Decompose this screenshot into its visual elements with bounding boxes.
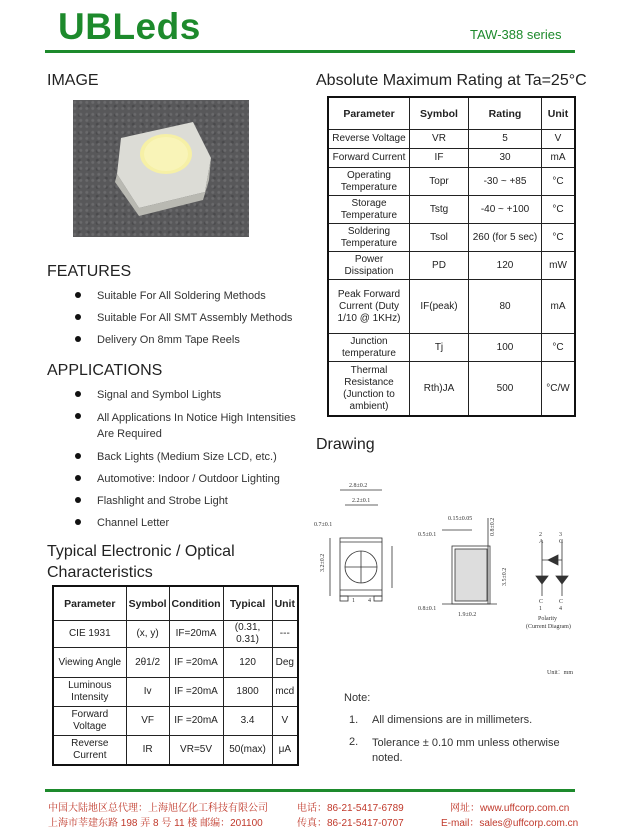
table-cell: °C xyxy=(542,224,575,252)
table-cell: 260 (for 5 sec) xyxy=(469,224,542,252)
table-cell: 50(max) xyxy=(223,736,272,765)
table-cell: 5 xyxy=(469,130,542,149)
table-cell: Forward Voltage xyxy=(54,707,127,736)
list-item: Flashlight and Strobe Light xyxy=(48,494,308,508)
polarity-label: Polarity xyxy=(538,616,557,622)
dim-label: 0.5±0.1 xyxy=(418,532,437,538)
table-row xyxy=(54,648,298,678)
list-item: Channel Letter xyxy=(48,516,308,530)
footer-fax: 传真：86-21-5417-0707 xyxy=(297,818,404,829)
header-divider xyxy=(45,50,575,53)
pin-number: 4 xyxy=(368,598,371,604)
column-header: Symbol xyxy=(410,98,469,130)
table-row xyxy=(329,280,575,334)
image-heading: IMAGE xyxy=(47,72,99,89)
table-row xyxy=(329,334,575,362)
table-cell: Viewing Angle xyxy=(54,648,127,678)
table-cell: Iv xyxy=(126,678,169,707)
table-cell: Tstg xyxy=(410,196,469,224)
footer-website: 网址：www.uffcorp.com.cn xyxy=(450,803,570,814)
table-cell: 100 xyxy=(469,334,542,362)
table-cell: 80 xyxy=(469,280,542,334)
led-photo xyxy=(73,100,249,237)
table-cell: mA xyxy=(542,280,575,334)
pin-label: A xyxy=(539,539,544,545)
table-cell: mcd xyxy=(272,678,297,707)
table-cell: Rth)JA xyxy=(410,362,469,416)
features-list xyxy=(48,289,308,347)
table-cell: IF =20mA xyxy=(169,648,223,678)
table-cell: 2θ1/2 xyxy=(126,648,169,678)
dim-label: 2.2±0.1 xyxy=(352,498,371,504)
table-cell: Tj xyxy=(410,334,469,362)
applications-list xyxy=(48,388,308,530)
table-row xyxy=(329,224,575,252)
table-cell: IF =20mA xyxy=(169,707,223,736)
table-cell: IR xyxy=(126,736,169,765)
footer-email: E-mail：sales@uffcorp.com.cn xyxy=(441,818,579,829)
table-cell: °C xyxy=(542,196,575,224)
dim-label: 0.8±0.2 xyxy=(490,517,496,536)
table-cell: (x, y) xyxy=(126,621,169,648)
table-cell: 120 xyxy=(223,648,272,678)
table-cell: Soldering Temperature xyxy=(329,224,410,252)
table-cell: mA xyxy=(542,149,575,168)
pin-label: 4 xyxy=(559,606,562,612)
features-heading: FEATURES xyxy=(47,263,132,280)
column-header: Parameter xyxy=(54,587,127,621)
table-row xyxy=(329,252,575,280)
led-photo-svg xyxy=(73,100,249,237)
table-cell: IF=20mA xyxy=(169,621,223,648)
polarity-sub-label: (Current Diagram) xyxy=(526,624,571,630)
note-heading: Note: xyxy=(344,692,371,704)
table-cell: 3.4 xyxy=(223,707,272,736)
table-row xyxy=(329,196,575,224)
table-cell: IF(peak) xyxy=(410,280,469,334)
dim-label: 0.15±0.05 xyxy=(448,516,473,522)
list-item: All Applications In Notice High Intensities Are Required xyxy=(48,410,302,442)
table-cell: 1800 xyxy=(223,678,272,707)
pin-label: 2 xyxy=(539,532,542,538)
table-cell: VR xyxy=(410,130,469,149)
table-cell: Peak Forward Current (Duty 1/10 @ 1KHz) xyxy=(329,280,410,334)
table-cell: °C/W xyxy=(542,362,575,416)
drawing-heading: Drawing xyxy=(316,436,375,453)
table-cell: Luminous Intensity xyxy=(54,678,127,707)
table-cell: CIE 1931 xyxy=(54,621,127,648)
table-cell: Thermal Resistance (Junction to ambient) xyxy=(329,362,410,416)
column-header: Symbol xyxy=(126,587,169,621)
table-row xyxy=(54,621,298,648)
dim-label: 0.8±0.1 xyxy=(418,606,437,612)
list-item: Back Lights (Medium Size LCD, etc.) xyxy=(48,450,308,464)
footer-divider xyxy=(45,789,575,792)
footer-address: 上海市莘建东路 198 弄 8 号 11 楼 邮编：201100 xyxy=(48,818,263,829)
table-cell: Deg xyxy=(272,648,297,678)
table-cell: °C xyxy=(542,168,575,196)
table-cell: (0.31, 0.31) xyxy=(223,621,272,648)
pin-label: C xyxy=(539,599,544,605)
pin-label: 1 xyxy=(539,606,542,612)
table-cell: Reverse Current xyxy=(54,736,127,765)
table-cell: IF xyxy=(410,149,469,168)
table-row xyxy=(329,362,575,416)
table-cell: -40 ~ +100 xyxy=(469,196,542,224)
table-cell: Reverse Voltage xyxy=(329,130,410,149)
footer-company: 中国大陆地区总代理：上海旭亿化工科技有限公司 xyxy=(48,803,268,814)
ratings-heading: Absolute Maximum Rating at Ta=25°C xyxy=(316,72,587,89)
dimension-drawing xyxy=(312,476,590,686)
table-cell: °C xyxy=(542,334,575,362)
note-number: 2. xyxy=(349,736,359,748)
table-cell: Power Dissipation xyxy=(329,252,410,280)
column-header: Unit xyxy=(272,587,297,621)
optical-table xyxy=(53,586,298,765)
table-cell: 120 xyxy=(469,252,542,280)
table-cell: Operating Temperature xyxy=(329,168,410,196)
table-cell: VF xyxy=(126,707,169,736)
table-cell: 500 xyxy=(469,362,542,416)
pin-label: 3 xyxy=(559,532,562,538)
table-cell: -30 ~ +85 xyxy=(469,168,542,196)
table-cell: Tsol xyxy=(410,224,469,252)
table-cell: IF =20mA xyxy=(169,678,223,707)
table-cell: --- xyxy=(272,621,297,648)
table-cell: mW xyxy=(542,252,575,280)
table-cell: V xyxy=(542,130,575,149)
dim-label: 1.9±0.2 xyxy=(458,612,477,618)
dim-label: 0.7±0.1 xyxy=(314,522,333,528)
table-cell: 30 xyxy=(469,149,542,168)
column-header: Typical xyxy=(223,587,272,621)
applications-heading: APPLICATIONS xyxy=(47,362,163,379)
series-label: TAW-388 series xyxy=(470,27,562,42)
list-item: Delivery On 8mm Tape Reels xyxy=(48,333,308,347)
table-row xyxy=(54,678,298,707)
dim-label: 3.2±0.2 xyxy=(320,553,326,572)
dim-label: 2.8±0.2 xyxy=(349,483,368,489)
table-cell: Storage Temperature xyxy=(329,196,410,224)
table-cell: PD xyxy=(410,252,469,280)
pin-number: 1 xyxy=(352,598,355,604)
table-cell: V xyxy=(272,707,297,736)
table-cell: Junction temperature xyxy=(329,334,410,362)
pin-label: C xyxy=(559,599,564,605)
list-item: Automotive: Indoor / Outdoor Lighting xyxy=(48,472,308,486)
table-row xyxy=(54,707,298,736)
list-item: Signal and Symbol Lights xyxy=(48,388,308,402)
column-header: Rating xyxy=(469,98,542,130)
optical-heading: Typical Electronic / Optical Characteristics xyxy=(47,543,235,581)
brand-logo: UBLeds xyxy=(58,6,201,47)
table-cell: Forward Current xyxy=(329,149,410,168)
ratings-table xyxy=(328,97,575,416)
list-item: Suitable For All SMT Assembly Methods xyxy=(48,311,308,325)
column-header: Unit xyxy=(542,98,575,130)
table-row xyxy=(54,736,298,765)
list-item: Suitable For All Soldering Methods xyxy=(48,289,308,303)
note-item: All dimensions are in millimeters. xyxy=(372,714,533,726)
table-cell: VR=5V xyxy=(169,736,223,765)
table-cell: μA xyxy=(272,736,297,765)
table-cell: Topr xyxy=(410,168,469,196)
footer-phone: 电话：86-21-5417-6789 xyxy=(297,803,404,814)
column-header: Condition xyxy=(169,587,223,621)
column-header: Parameter xyxy=(329,98,410,130)
table-row xyxy=(329,130,575,149)
dim-label: 3.5±0.2 xyxy=(502,567,508,586)
pin-label: C xyxy=(559,539,564,545)
unit-label: Unit：mm xyxy=(547,670,574,676)
note-number: 1. xyxy=(349,714,359,726)
table-row xyxy=(329,168,575,196)
note-item: Tolerance ± 0.10 mm unless otherwise noted. xyxy=(372,737,560,764)
table-row xyxy=(329,149,575,168)
